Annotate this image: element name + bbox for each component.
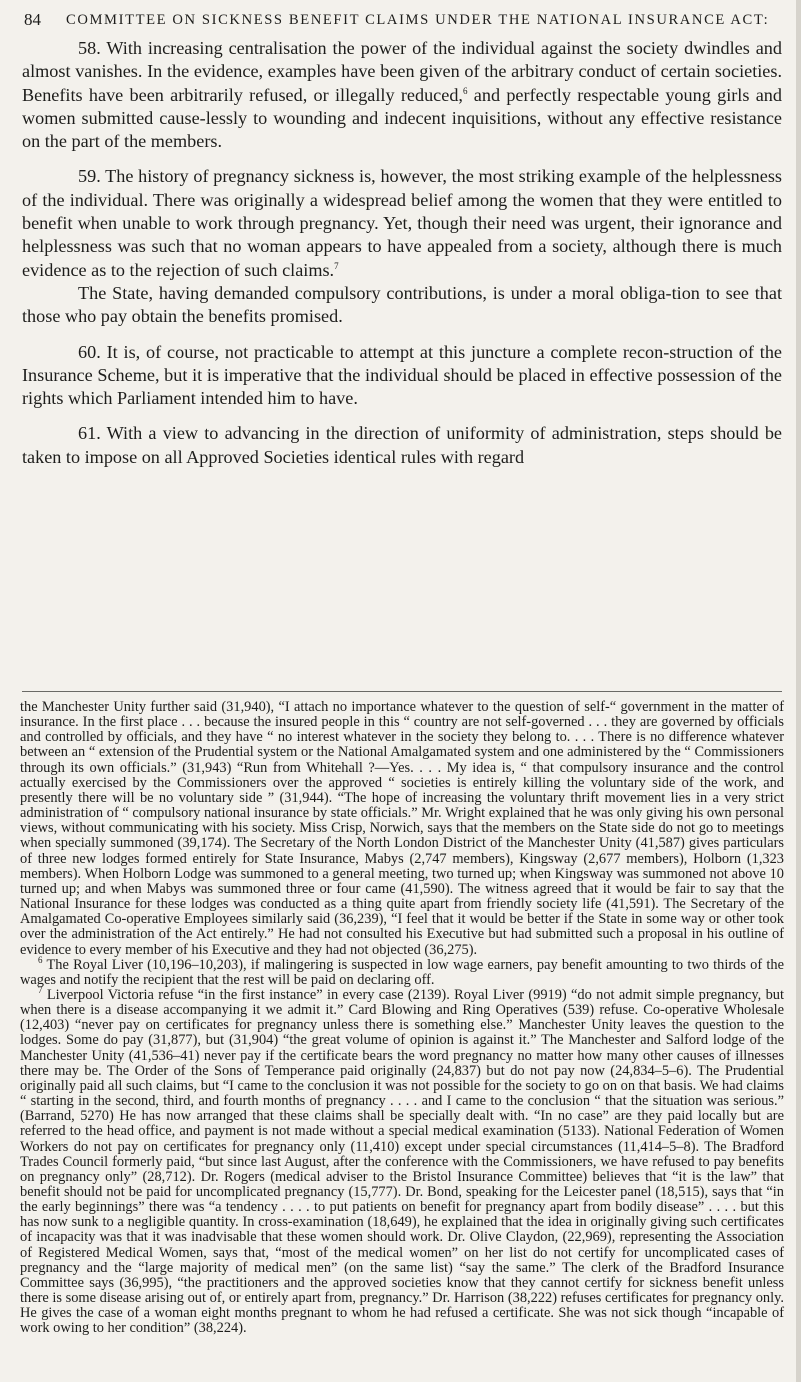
footnote-7-mark: 7 <box>38 985 43 996</box>
footnote-divider <box>22 691 782 692</box>
paragraph-58-text-b: and perfectly respectable young girls and women submitted cause-lessly to wounding and indecent inquisitions, without any effective resistance on the part of the members. <box>22 84 782 152</box>
paragraph-59-text: 59. The history of pregnancy sickness is, however, the most striking example of the helplessness of the individual. There was originally a widespread belief among the women that they were entitled to benefit when unable to work through pregnancy. Yet, though their need was urgent, their ignorance and helplessness was such that no woman appears to have appealed from a society, although there is much evidence as to the rejection of such claims. <box>22 166 782 280</box>
paragraph-61: 61. With a view to advancing in the direction of uniformity of administration, steps should be taken to impose on all Approved Societies identical rules with regard <box>22 423 782 467</box>
footnote-6-mark: 6 <box>38 954 43 965</box>
page-header <box>24 6 784 36</box>
paragraph-58-text-a: 58. With increasing centralisation the power of the individual against the society dwindles and almost vanishes. In the evidence, examples have been given of the arbitrary conduct of certain societies. Benefits have been arbitrarily refused, or illegally reduced, <box>22 38 782 105</box>
main-text <box>22 37 782 469</box>
footnote-ref-7: 7 <box>334 260 339 271</box>
paragraph-60: 60. It is, of course, not practicable to attempt at this juncture a complete recon-struction of the Insurance Scheme, but it is imperative that the individual should be placed in effective possession of the rights which Parliament intended him to have. <box>22 341 782 409</box>
paragraph-59 <box>22 165 782 281</box>
footnote-7 <box>20 985 784 1337</box>
page-number: 84 <box>24 10 41 29</box>
footnotes <box>20 700 784 1337</box>
footnote-6-text: The Royal Liver (10,196–10,203), if malingering is suspected in low wage earners, pay benefit amounting to two thirds of the wages and notify the recipient that the rest will be paid on declaring off. <box>20 956 784 988</box>
running-title: COMMITTEE ON SICKNESS BENEFIT CLAIMS UNDER THE NATIONAL INSURANCE ACT: <box>66 12 770 28</box>
page-edge <box>796 0 801 1382</box>
paragraph-59-continued: The State, having demanded compulsory contributions, is under a moral obliga-tion to see that those who pay obtain the benefits promised. <box>22 282 782 327</box>
footnote-continued: the Manchester Unity further said (31,940), “I attach no importance whatever to the question of self-“ government in the matter of insurance. In the first place . . . because the insured people in this “ country are not self-governed . . . they are governed by officials and controlled by officials, and they have “ no interest whatever in the society they belong to. . . . There is no difference whatever between an “ extension of the Prudential system or the National Amalgamated system and one administered by the “ Commissioners through its own officials.” (31,943) “Run from Whitehall ?—Yes. . . . My idea is, “ that compulsory insurance and the control actually exercised by the Commissioners over the approved “ societies is entirely killing the voluntary side of the work, and presently there will be no voluntary side ” (31,944). “The hope of increasing the voluntary thrift movement lies in a very strict administration of “ compulsory national insurance by state officials.” Mr. Wright explained that he was only giving his own personal views, without communicating with his society. Miss Crisp, Norwich, says that the members on the State side do not go to meetings when specially summoned (39,174). The Secretary of the North London District of the Manchester Unity (41,587) gives particulars of three new lodges formed entirely for State Insurance, Mabys (2,747 members), Kingsway (2,677 members), Holborn (1,323 members). When Holborn Lodge was summoned to a general meeting, two turned up; when Kingsway was summoned not above 10 turned up; and when Mabys was summoned three or four came (41,590). The witness agreed that it would be fair to say that the National Insurance for these lodges was conducted as a thing quite apart from friendly society life (41,591). The Secretary of the Amalgamated Co-operative Employees similarly said (36,239), “I feel that it would be better if the State in some way or other took over the administration of the Act entirely.” He had not consulted his Executive but had submitted such a proposal in his outline of evidence to every member of his Executive and they had not objected (36,275). <box>20 699 784 958</box>
paragraph-58 <box>22 37 782 153</box>
footnote-6 <box>20 954 784 988</box>
footnote-7-text: Liverpool Victoria refuse “in the first instance” in every case (2139). Royal Liver (9919) “do not admit simple pregnancy, but when there is a disease accompanying it we admit it.” Card Blowing and Ring Operatives (539) refuse. Co-operative Wholesale (12,403) “never pay on certificates for pregnancy unless there is something else.” Manchester Unity leaves the question to the lodges. Some do pay (31,877), but (31,904) “the great volume of opinion is against it.” The Manchester and Salford lodge of the Manchester Unity (41,536–41) never pay if the certificate bears the word pregnancy no matter how many other causes of illnesses there may be. The Order of the Sons of Temperance paid originally (24,837) but do not pay now (24,834–5–6). The Prudential originally paid all such claims, but “I came to the conclusion it was not possible for the society to go on on that basis. We had claims “ starting in the second, third, and fourth months of pregnancy . . . . and I came to the conclusion “ that the situation was serious.” (Barrand, 5270) He has now arranged that these claims shall be specially dealt with. “In no case” are they paid locally but are referred to the head office, and payment is not made without a special medical examination (5133). National Federation of Women Workers do not pay on certificates for pregnancy only (11,410) except under special circumstances (11,414–5–8). The Bradford Trades Council formerly paid, “but since last August, after the conference with the Commissioners, we have refused to pay benefits on pregnancy only” (28,712). Dr. Rogers (medical adviser to the Bristol Insurance Committee) believes that “it is the law” that benefit should not be paid for uncomplicated pregnancy (15,777). Dr. Bond, speaking for the Leicester panel (18,515), says that “in the early beginnings” there was “a tendency . . . . to put patients on benefit for pregnancy apart from bodily disease” . . . . but this has now sunk to a negligible quantity. In cross-examination (18,649), he explained that the idea in originally giving such certificates of incapacity was that it was inadvisable that these women should work. Dr. Olive Claydon, (22,969), representing the Association of Registered Medical Women, says that, “most of the medical women” on her list do not certify for uncomplicated cases of pregnancy and the “large majority of medical men” (on the same list) “say the same.” The clerk of the Bradford Insurance Committee says (36,995), “the practitioners and the approved societies know that they cannot certify for sickness benefit unless there is some disease arising out of, or entirely apart from, pregnancy.” Dr. Harrison (38,222) refuses certificates for pregnancy only. He gives the case of a woman eight months pregnant to whom he had refused a certificate. She was not sick though “incapable of work owing to her condition” (38,224). <box>20 986 784 1337</box>
footnote-ref-6: 6 <box>462 85 468 96</box>
